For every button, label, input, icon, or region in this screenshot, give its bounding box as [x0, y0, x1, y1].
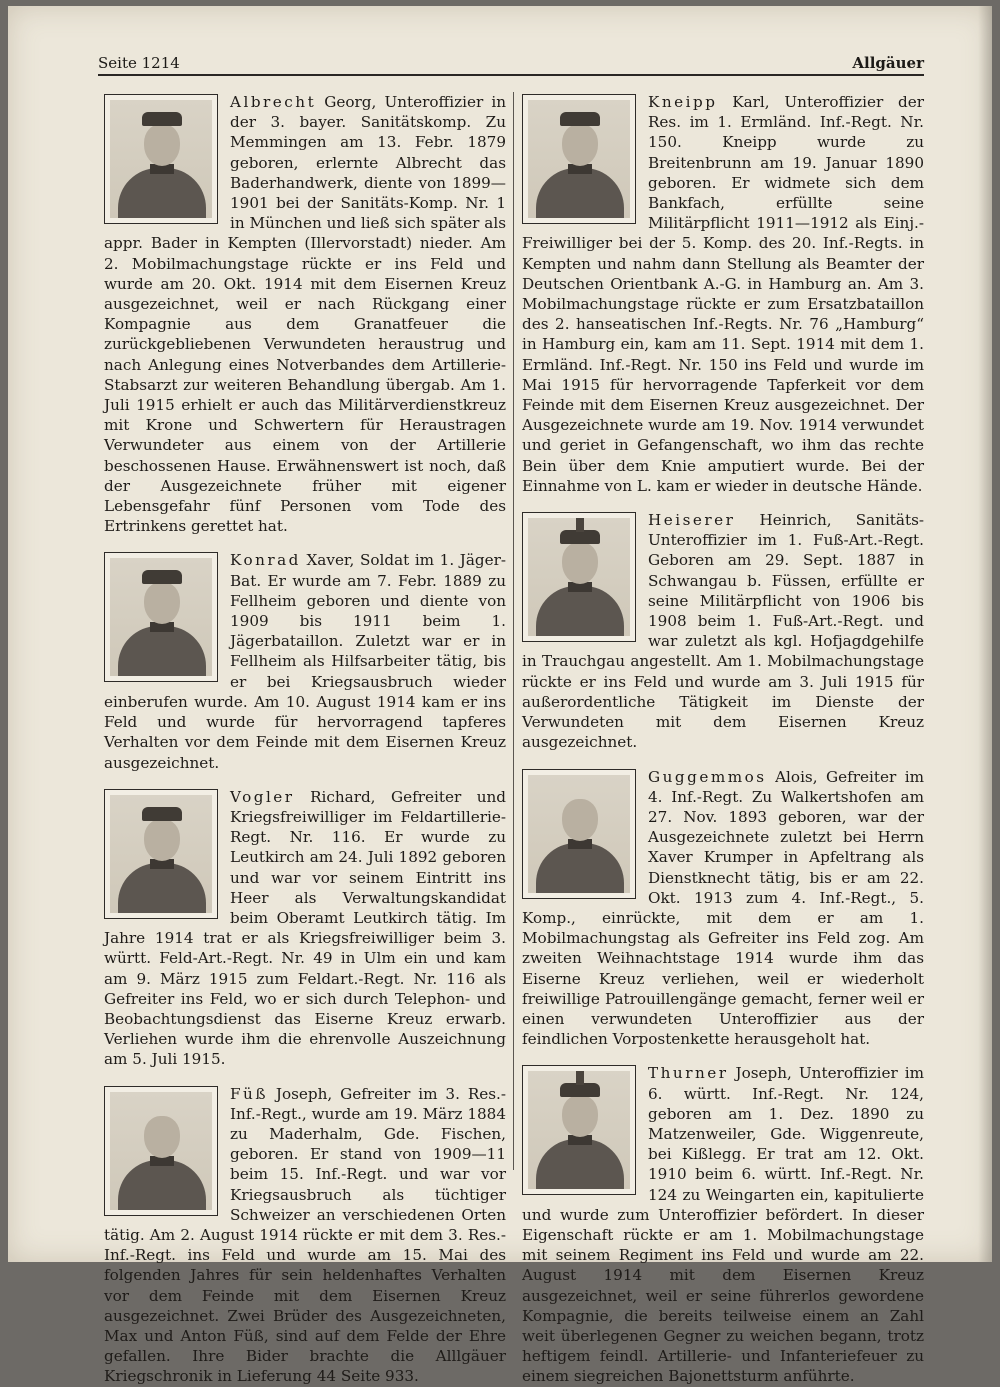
obituary-entry-heiserer	[522, 510, 924, 752]
entry-body: Joseph, Gefreiter im 3. Res.-Inf.-Regt., wurde am 19. März 1884 zu Maderhalm, Gde. Fischen, geboren. Er stand von 1909—11 beim 15. Inf.-Regt. und war vor Kriegsausbruch als tüchtiger Schweizer an verschiedenen Orten tätig. Am 2. August 1914 rückte er mit dem 3. Res.-Inf.-Regt. ins Feld und wurde am 15. Mai des folgenden Jahres für sein heldenhaftes Verhalten vor dem Feinde mit dem Eisernen Kreuz ausgezeichnet. Zwei Brüder des Ausgezeichneten, Max und Anton Füß, sind auf dem Felde der Ehre gefallen. Ihre Bider brachte die Alllgäuer Kriegschronik in Lieferung 44 Seite 933.	[104, 1084, 507, 1386]
portrait-photo	[522, 512, 636, 642]
portrait-photo	[522, 769, 636, 899]
obituary-entry-albrecht	[104, 92, 506, 536]
entry-name: Albrecht	[230, 93, 317, 111]
page-edge-shadow	[978, 6, 992, 1262]
entry-body: Karl, Unteroffizier der Res. im 1. Ermländ. Inf.-Regt. Nr. 150. Kneipp wurde zu Breitenbrunn am 19. Januar 1890 geboren. Er widmete sich dem Bankfach, erfüllte seine Militärpflicht 1911—1912 als Einj.-Freiwilliger bei der 5. Komp. des 20. Inf.-Regts. in Kempten und nahm dann Stellung als Beamter der Deutschen Orientbank A.-G. in Hamburg an. Am 3. Mobilmachungstage rückte er zum Ersatzbataillon des 2. hanseatischen Inf.-Regts. Nr. 76 „Hamburg“ in Hamburg ein, kam am 11. Sept. 1914 mit dem 1. Ermländ. Inf.-Regt. Nr. 150 ins Feld und wurde im Mai 1915 für hervorragende Tapferkeit vor dem Feinde mit dem Eisernen Kreuz ausgezeichnet. Der Ausgezeichnete wurde am 19. Nov. 1914 verwundet und geriet in Gefangenschaft, wo ihm das rechte Bein über dem Knie amputiert wurde. Bei der Einnahme von L. kam er wieder in deutsche Hände.	[522, 93, 924, 495]
running-title: Allgäuer	[852, 54, 924, 72]
right-column	[522, 92, 924, 1387]
portrait-photo	[522, 94, 636, 224]
portrait-photo	[522, 1065, 636, 1195]
entry-name: Vogler	[230, 787, 295, 806]
entry-name: Füß	[230, 1084, 268, 1103]
obituary-entry-fuess	[104, 1084, 506, 1387]
entry-body: Richard, Gefreiter und Kriegsfreiwilliger im Feldartillerie-Regt. Nr. 116. Er wurde zu Leutkirch am 24. Juli 1892 geboren und war vor seinem Eintritt ins Heer als Verwaltungskandidat beim Oberamt Leutkirch tätig. Im Jahre 1914 trat er als Kriegsfreiwilliger beim 3. württ. Feld-Art.-Regt. Nr. 49 in Ulm ein und kam am 9. März 1915 zum Feldart.-Regt. Nr. 116 als Gefreiter ins Feld, wo er sich durch Telephon- und Beobachtungsdienst das Eiserne Kreuz erwarb. Verliehen wurde ihm die ehrenvolle Auszeichnung am 5. Juli 1915.	[104, 787, 506, 1069]
entry-body: Alois, Gefreiter im 4. Inf.-Regt. Zu Walkertshofen am 27. Nov. 1893 geboren, war der Ausgezeichnete zuletzt bei Herrn Xaver Krumper in Apfeltrang als Dienstknecht tätig, bis er am 22. Okt. 1913 zum 4. Inf.-Regt., 5. Komp., einrückte, mit dem er am 1. Mobilmachungstag als Gefreiter ins Feld zog. Am zweiten Weihnachtstage 1914 wurde ihm das Eiserne Kreuz verliehen, weil er wiederholt freiwillige Patrouillengänge gemacht, ferner weil er einen verwundeten Unteroffizier aus der feindlichen Vorpostenkette herausgeholt hat.	[522, 767, 924, 1049]
obituary-entry-konrad	[104, 550, 506, 772]
portrait-photo	[104, 1086, 218, 1216]
entry-body: Joseph, Unteroffizier im 6. württ. Inf.-Regt. Nr. 124, geboren am 1. Dez. 1890 zu Matzenweiler, Gde. Wiggenreute, bei Kißlegg. Er trat am 12. Okt. 1910 beim 6. württ. Inf.-Regt. Nr. 124 zu Weingarten ein, kapitulierte und wurde zum Unteroffizier befördert. In dieser Eigenschaft rückte er am 1. Mobilmachungstage mit seinem Regiment ins Feld und wurde am 22. August 1914 mit dem Eisernen Kreuz ausgezeichnet, weil er seine führerlos gewordene Kompagnie, die bereits teilweise einem an Zahl weit überlegenen Gegner zu weichen begann, trotz heftigem feindl. Artillerie- und Infanteriefeuer zu einem siegreichen Bajonettsturm anführte.	[522, 1064, 925, 1386]
entry-body: Xaver, Soldat im 1. Jäger-Bat. Er wurde am 7. Febr. 1889 zu Fellheim geboren und diente von 1909 bis 1911 beim 1. Jägerbataillon. Zuletzt war er in Fellheim als Hilfsarbeiter tätig, bis er bei Kriegsausbruch wieder einberufen wurde. Am 10. August 1914 kam er ins Feld und wurde für hervorragend tapferes Verhalten vor dem Feinde mit dem Eisernen Kreuz ausgezeichnet.	[104, 551, 506, 772]
entry-name: Heiserer	[648, 511, 736, 530]
obituary-entry-guggemmos	[522, 767, 924, 1050]
portrait-photo	[104, 552, 218, 682]
header-rule	[98, 74, 924, 76]
entry-body: Heinrich, Sanitäts-Unteroffizier im 1. Fuß-Art.-Regt. Geboren am 29. Sept. 1887 in Schwangau b. Füssen, erfüllte er seine Militärpflicht von 1906 bis 1908 beim 1. Fuß-Art.-Regt. und war zuletzt als kgl. Hofjagdgehilfe in Trauchgau angestellt. Am 1. Mobilmachungstage rückte er ins Feld und wurde am 3. Juli 1915 für außerordentliche Tätigkeit im Dienste der Verwundeten mit dem Eisernen Kreuz ausgezeichnet.	[522, 511, 924, 752]
obituary-entry-thurner	[522, 1063, 924, 1386]
portrait-photo	[104, 94, 218, 224]
entry-name: Guggemmos	[648, 767, 767, 786]
entry-name: Kneipp	[648, 93, 718, 111]
entry-name: Konrad	[230, 551, 301, 570]
portrait-photo	[104, 789, 218, 919]
entry-name: Thurner	[648, 1064, 729, 1083]
column-divider	[513, 92, 514, 1170]
obituary-entry-kneipp	[522, 92, 924, 496]
left-column	[104, 92, 506, 1387]
page-number: Seite 1214	[98, 54, 180, 72]
obituary-entry-vogler	[104, 787, 506, 1070]
entry-body: Georg, Unteroffizier in der 3. bayer. Sanitätskomp. Zu Memmingen am 13. Febr. 1879 geboren, erlernte Albrecht das Baderhandwerk, diente von 1899—1901 bei der Sanitäts-Komp. Nr. 1 in München und ließ sich später als appr. Bader in Kempten (Illervorstadt) nieder. Am 2. Mobilmachungstage rückte er ins Feld und wurde am 20. Okt. 1914 mit dem Eisernen Kreuz ausgezeichnet, weil er nach Rückgang einer Kompagnie aus dem Granatfeuer die zurückgebliebenen Verwundeten heraustrug und nach Anlegung eines Notverbandes dem Artillerie-Stabsarzt zur weiteren Behandlung übergab. Am 1. Juli 1915 erhielt er auch das Militärverdienstkreuz mit Krone und Schwertern für Heraustragen Verwundeter aus einem von der Artillerie beschossenen Hause. Erwähnenswert ist noch, daß der Ausgezeichnete früher mit eigener Lebensgefahr fünf Personen vom Tode des Ertrinkens gerettet hat.	[104, 93, 506, 536]
